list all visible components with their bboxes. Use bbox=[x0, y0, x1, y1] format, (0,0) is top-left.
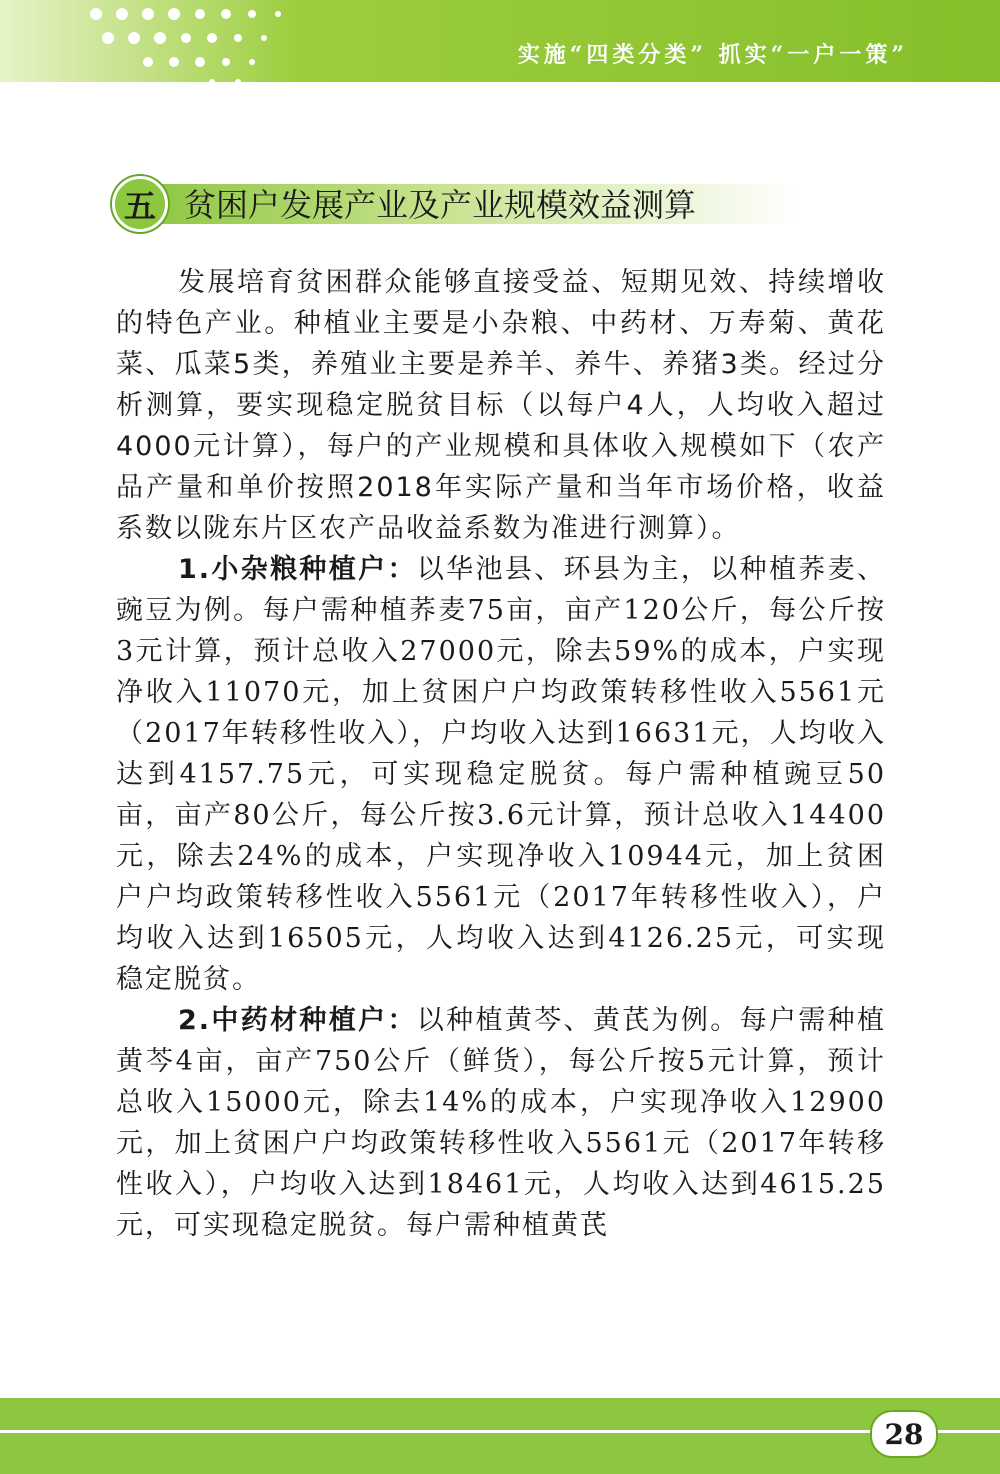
item-2-text: 以种植黄芩、黄芪为例。每户需种植黄芩4亩，亩产750公斤（鲜货），每公斤按5元计算，预计总收入15000元，除去14%的成本，户实现净收入12900元，加上贫困户户均政策转移性收入5561元（2017年转移性收入），户均收入达到18461元，人均收入达到4615.25元，可实现稳定脱贫。每户需种植黄芪 bbox=[116, 1005, 886, 1241]
section-number-badge: 五 bbox=[112, 176, 168, 232]
header-dot-pattern bbox=[0, 0, 340, 90]
header-divider bbox=[0, 82, 1000, 86]
footer-band bbox=[0, 1398, 1000, 1474]
page-number: 28 bbox=[870, 1410, 938, 1458]
paragraph-item-2 bbox=[116, 1000, 886, 1246]
footer-divider bbox=[0, 1430, 1000, 1433]
paragraph-intro: 发展培育贫困群众能够直接受益、短期见效、持续增收的特色产业。种植业主要是小杂粮、中药材、万寿菊、黄花菜、瓜菜5类，养殖业主要是养羊、养牛、养猪3类。经过分析测算，要实现稳定脱贫目标（以每户4人，人均收入超过4000元计算），每户的产业规模和具体收入规模如下（农产品产量和单价按照2018年实际产量和当年市场价格，收益系数以陇东片区农产品收益系数为准进行测算）。 bbox=[116, 267, 886, 544]
section-heading bbox=[112, 176, 812, 228]
body-text bbox=[116, 262, 886, 1246]
item-1-text: 以华池县、环县为主，以种植荞麦、豌豆为例。每户需种植荞麦75亩，亩产120公斤，每公斤按3元计算，预计总收入27000元，除去59%的成本，户实现净收入11070元，加上贫困户户均政策转移性收入5561元（2017年转移性收入），户均收入达到16631元，人均收入达到4157.75元，可实现稳定脱贫。每户需种植豌豆50亩，亩产80公斤，每公斤按3.6元计算，预计总收入14400元，除去24%的成本，户实现净收入10944元，加上贫困户户均政策转移性收入5561元（2017年转移性收入），户均收入达到16505元，人均收入达到4126.25元，可实现稳定脱贫。 bbox=[116, 554, 886, 995]
section-title: 贫困户发展产业及产业规模效益测算 bbox=[184, 186, 697, 224]
item-2-lead: 2.中药材种植户： bbox=[178, 1005, 417, 1036]
paragraph-item-1 bbox=[116, 549, 886, 1000]
item-1-lead: 1.小杂粮种植户： bbox=[178, 554, 417, 585]
header-title: 实施“四类分类” 抓实“一户一策” bbox=[517, 42, 908, 68]
